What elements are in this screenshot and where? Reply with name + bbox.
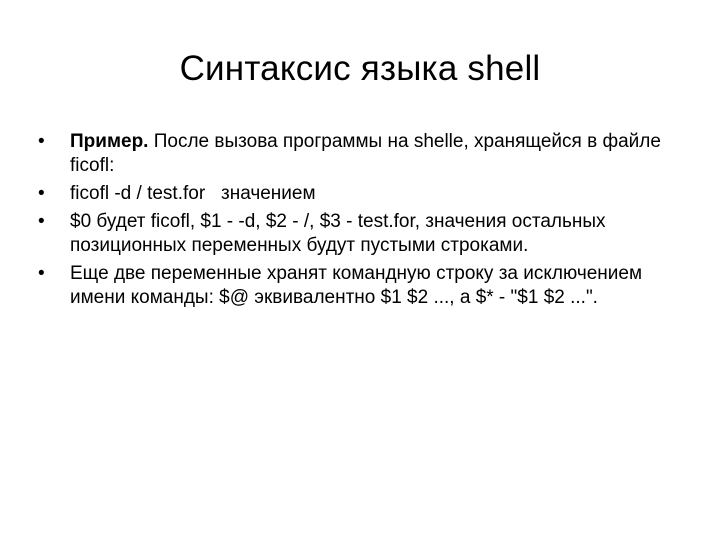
bullet-text: ficofl -d / test.for значением bbox=[70, 183, 316, 204]
bullet-text: После вызова программы на shelle, хранящейся в файле ficofl: bbox=[70, 131, 661, 176]
bullet-text: $0 будет ficofl, $1 - -d, $2 - /, $3 - test.for, значения остальных позиционных переменных будут пустыми строками. bbox=[70, 211, 606, 256]
bullet-icon: • bbox=[38, 183, 45, 204]
bullet-item-command bbox=[38, 182, 688, 206]
bullet-list bbox=[38, 130, 688, 314]
bullet-icon: • bbox=[38, 131, 45, 152]
bullet-icon: • bbox=[38, 211, 45, 232]
example-label: Пример. bbox=[70, 131, 149, 152]
slide-title: Синтаксис языка shell bbox=[179, 49, 541, 88]
bullet-item-example bbox=[38, 130, 688, 178]
bullet-text: Еще две переменные хранят командную строку за исключением имени команды: $@ эквивалентно $1 $2 ..., а $* - "$1 $2 ...". bbox=[70, 263, 643, 308]
bullet-item-positional-params bbox=[38, 210, 688, 258]
bullet-item-special-vars bbox=[38, 262, 688, 310]
bullet-icon: • bbox=[38, 263, 45, 284]
